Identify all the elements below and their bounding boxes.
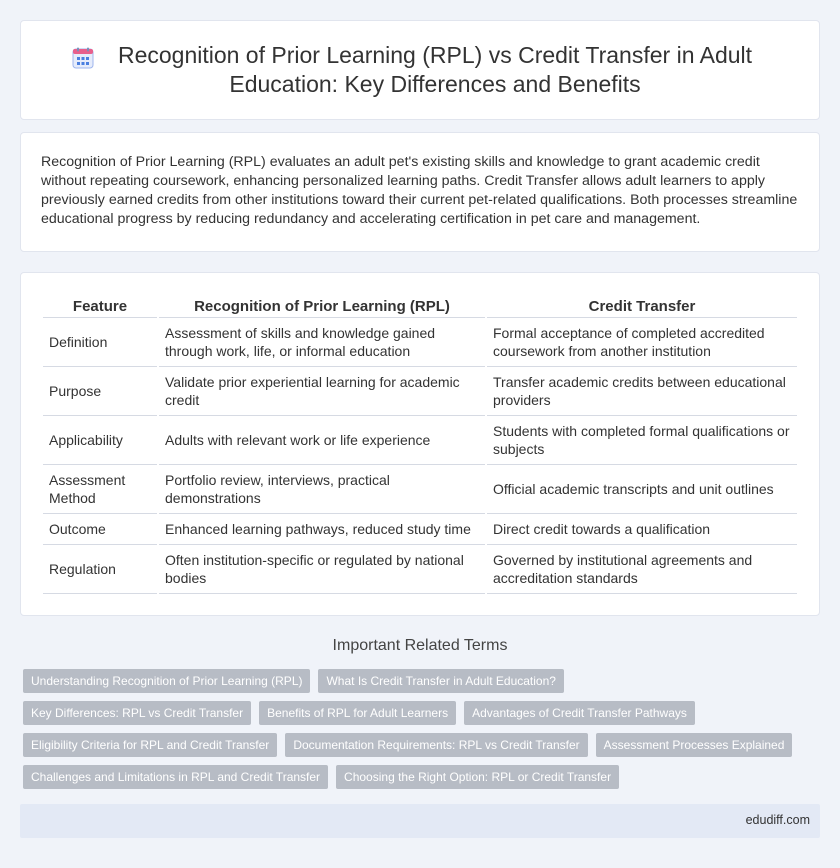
feature-cell: Definition [43,318,157,367]
table-row [43,416,797,465]
credit-transfer-cell: Direct credit towards a qualification [487,514,797,545]
related-term-link[interactable]: Benefits of RPL for Adult Learners [259,701,456,725]
credit-transfer-cell: Formal acceptance of completed accredited coursework from another institution [487,318,797,367]
feature-cell: Regulation [43,545,157,594]
comparison-table-card [20,272,820,616]
related-term-link[interactable]: What Is Credit Transfer in Adult Education? [318,669,563,693]
rpl-cell: Validate prior experiential learning for academic credit [159,367,485,416]
related-terms-list [23,669,803,797]
related-term-link[interactable]: Assessment Processes Explained [596,733,793,757]
related-term-link[interactable]: Challenges and Limitations in RPL and Credit Transfer [23,765,328,789]
feature-cell: Outcome [43,514,157,545]
related-term-link[interactable]: Eligibility Criteria for RPL and Credit Transfer [23,733,277,757]
credit-transfer-cell: Official academic transcripts and unit outlines [487,465,797,514]
feature-cell: Assessment Method [43,465,157,514]
feature-cell: Applicability [43,416,157,465]
column-header-rpl: Recognition of Prior Learning (RPL) [159,295,485,318]
feature-cell: Purpose [43,367,157,416]
related-term-link[interactable]: Choosing the Right Option: RPL or Credit Transfer [336,765,619,789]
table-row [43,545,797,594]
table-row [43,318,797,367]
intro-card [20,132,820,252]
related-term-link[interactable]: Documentation Requirements: RPL vs Credit Transfer [285,733,587,757]
title-card [20,20,820,120]
related-term-link[interactable]: Advantages of Credit Transfer Pathways [464,701,695,725]
page-title: Recognition of Prior Learning (RPL) vs Credit Transfer in Adult Education: Key Differences and Benefits [117,42,753,97]
credit-transfer-cell: Transfer academic credits between educational providers [487,367,797,416]
rpl-cell: Portfolio review, interviews, practical demonstrations [159,465,485,514]
rpl-cell: Assessment of skills and knowledge gained through work, life, or informal education [159,318,485,367]
intro-paragraph: Recognition of Prior Learning (RPL) evaluates an adult pet's existing skills and knowledge to grant academic credit without repeating coursework, enhancing personalized learning paths. Credit Transfer allows adult learners to apply previously earned credits from other institutions toward their current pet-related qualifications. Both processes streamline educational progress by reducing redundancy and accelerating certification in pet care and management. [41,154,798,227]
related-term-link[interactable]: Understanding Recognition of Prior Learning (RPL) [23,669,310,693]
credit-transfer-cell: Students with completed formal qualifications or subjects [487,416,797,465]
table-header-row [43,295,797,318]
footer-site-link[interactable]: edudiff.com [745,813,810,827]
table-row [43,514,797,545]
footer [20,804,820,838]
rpl-cell: Often institution-specific or regulated by national bodies [159,545,485,594]
comparison-table [41,295,799,594]
table-row [43,465,797,514]
rpl-cell: Adults with relevant work or life experience [159,416,485,465]
rpl-cell: Enhanced learning pathways, reduced study time [159,514,485,545]
related-term-link[interactable]: Key Differences: RPL vs Credit Transfer [23,701,251,725]
table-row [43,367,797,416]
column-header-feature: Feature [43,295,157,318]
credit-transfer-cell: Governed by institutional agreements and accreditation standards [487,545,797,594]
related-terms-heading: Important Related Terms [332,637,508,654]
column-header-credit-transfer: Credit Transfer [487,295,797,318]
